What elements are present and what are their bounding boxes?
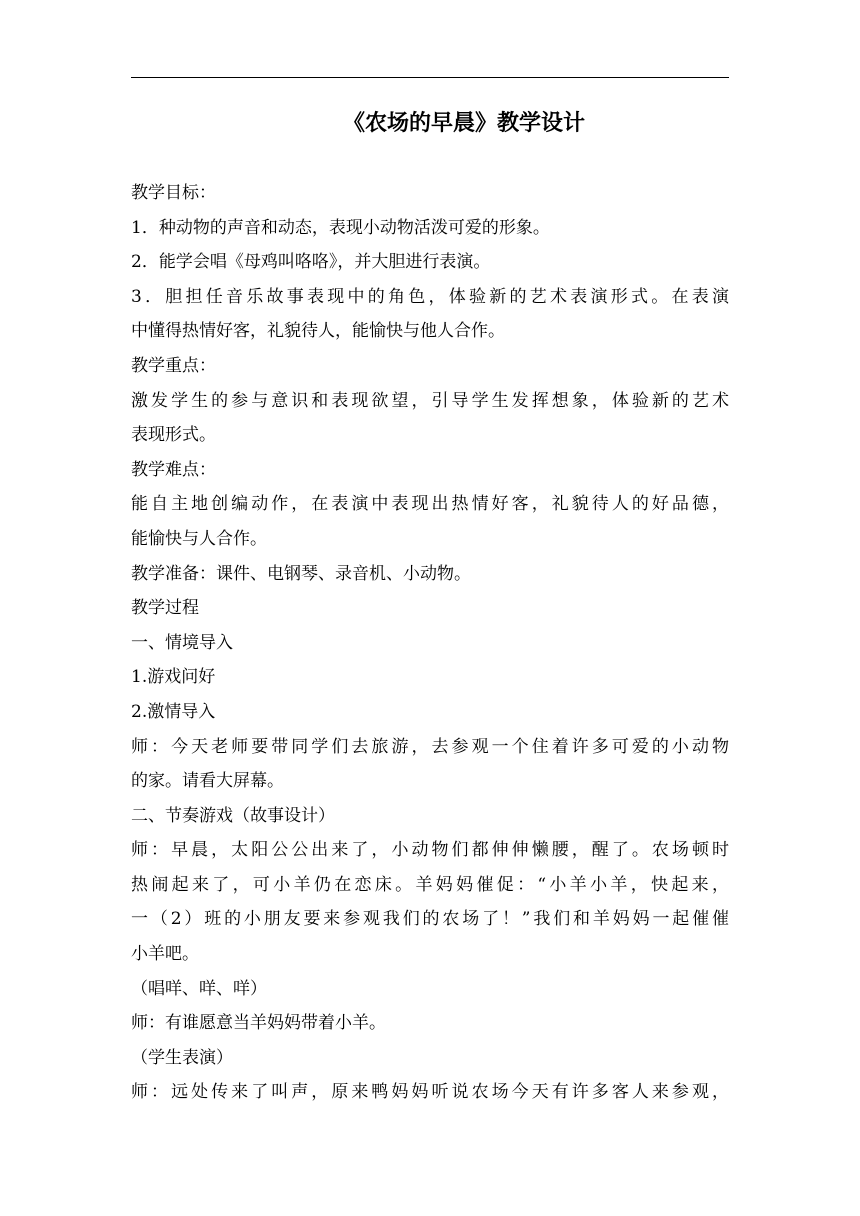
paragraph-line: 能自主地创编动作，在表演中表现出热情好客，礼貌待人的好品德，	[131, 494, 729, 515]
paragraph-line: 表现形式。	[131, 425, 216, 446]
paragraph-line: 师：远处传来了叫声，原来鸭妈妈听说农场今天有许多客人来参观，	[131, 1082, 729, 1103]
paragraph-line: 教学难点：	[131, 459, 216, 480]
paragraph-line: 1．种动物的声音和动态，表现小动物活泼可爱的形象。	[131, 217, 550, 238]
document-title: 《农场的早晨》教学设计	[342, 111, 585, 136]
paragraph-line: 1.游戏问好	[131, 667, 216, 688]
paragraph-line: 激发学生的参与意识和表现欲望，引导学生发挥想象，体验新的艺术	[131, 390, 729, 411]
paragraph-line: 教学准备：课件、电钢琴、录音机、小动物。	[131, 563, 471, 584]
paragraph-line: 中懂得热情好客，礼貌待人，能愉快与他人合作。	[131, 321, 505, 342]
paragraph-line: 一、情境导入	[131, 632, 233, 653]
paragraph-line: （唱咩、咩、咩）	[131, 978, 267, 999]
paragraph-line: 教学过程	[131, 598, 199, 619]
paragraph-line: 的家。请看大屏幕。	[131, 771, 284, 792]
paragraph-line: 教学目标：	[131, 183, 216, 203]
paragraph-line: 小羊吧。	[131, 944, 199, 965]
paragraph-line: 一（2）班的小朋友要来参观我们的农场了！”我们和羊妈妈一起催催	[131, 909, 729, 930]
paragraph-line: （学生表演）	[131, 1047, 233, 1068]
paragraph-line: 3．胆担任音乐故事表现中的角色，体验新的艺术表演形式。在表演	[131, 286, 729, 307]
paragraph-line: 热闹起来了，可小羊仍在恋床。羊妈妈催促：“小羊小羊，快起来，	[131, 874, 729, 895]
paragraph-line: 师：今天老师要带同学们去旅游，去参观一个住着许多可爱的小动物	[131, 736, 729, 757]
paragraph-line: 师：有谁愿意当羊妈妈带着小羊。	[131, 1013, 386, 1034]
paragraph-line: 二、节奏游戏（故事设计）	[131, 805, 335, 826]
document-body	[131, 176, 729, 1110]
paragraph-line: 能愉快与人合作。	[131, 528, 267, 549]
paragraph-line: 教学重点：	[131, 355, 216, 376]
paragraph-line: 2.激情导入	[131, 701, 216, 722]
paragraph-line: 2．能学会唱《母鸡叫咯咯》，并大胆进行表演。	[131, 252, 491, 273]
header-rule	[131, 77, 729, 78]
paragraph-line: 师：早晨，太阳公公出来了，小动物们都伸伸懒腰，醒了。农场顿时	[131, 840, 729, 861]
